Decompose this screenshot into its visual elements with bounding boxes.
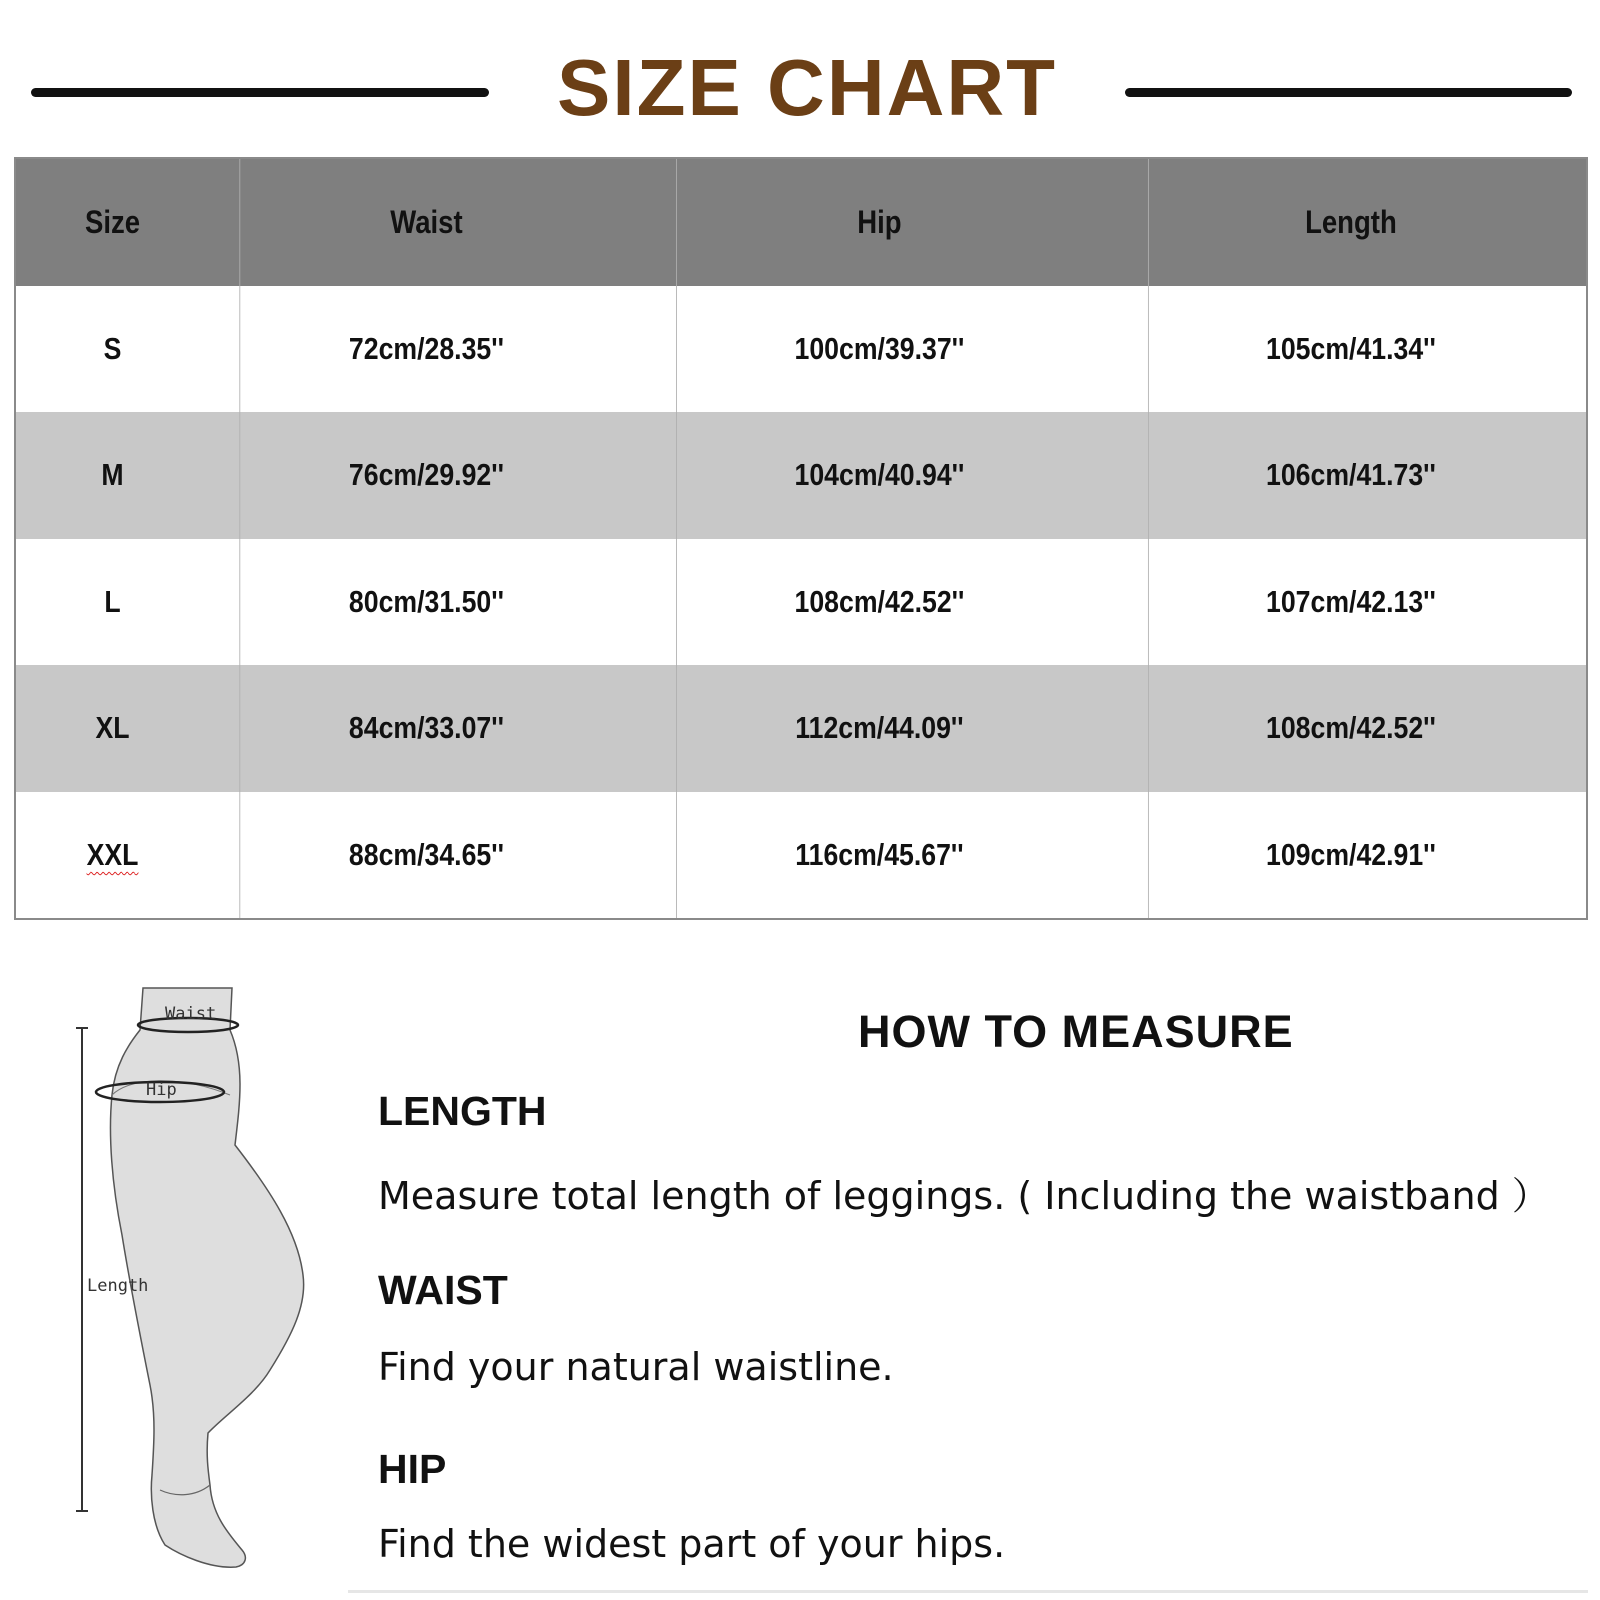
column-header-length: Length <box>1148 159 1553 286</box>
length-cell: 105cm/41.34'' <box>1148 286 1553 413</box>
table-row <box>16 412 1586 539</box>
waist-cell: 76cm/29.92'' <box>239 412 612 539</box>
waist-instruction: Find your natural waistline. <box>378 1345 894 1389</box>
hip-instruction: Find the widest part of your hips. <box>378 1522 1006 1566</box>
waist-cell: 84cm/33.07'' <box>239 665 612 792</box>
hip-cell: 116cm/45.67'' <box>676 792 1082 919</box>
how-to-measure-title: HOW TO MEASURE <box>858 1006 1294 1057</box>
hip-cell: 112cm/44.09'' <box>676 665 1082 792</box>
size-table <box>14 157 1588 920</box>
size-cell: L <box>104 583 121 619</box>
hip-cell: 100cm/39.37'' <box>676 286 1082 413</box>
table-row <box>16 539 1586 666</box>
size-cell: S <box>103 330 122 366</box>
leggings-measurement-figure <box>60 985 350 1595</box>
waist-label: Waist <box>165 1004 217 1024</box>
size-cell-text: XXL <box>86 836 139 872</box>
table-row <box>16 286 1586 413</box>
page-title: SIZE CHART <box>557 43 1057 132</box>
hip-label: Hip <box>146 1080 177 1100</box>
length-heading: LENGTH <box>378 1088 547 1134</box>
length-cell: 107cm/42.13'' <box>1148 539 1553 666</box>
length-cell: 109cm/42.91'' <box>1148 792 1553 919</box>
table-header-row <box>16 159 1586 286</box>
length-cell: 108cm/42.52'' <box>1148 665 1553 792</box>
bottom-divider <box>348 1590 1588 1593</box>
length-instruction: Measure total length of leggings. ( Including the waistband ） <box>378 1174 1550 1218</box>
length-cell: 106cm/41.73'' <box>1148 412 1553 539</box>
waist-cell: 88cm/34.65'' <box>239 792 612 919</box>
hip-heading: HIP <box>378 1446 447 1492</box>
size-cell <box>30 792 196 919</box>
title-rule-left <box>31 88 489 97</box>
length-label: Length <box>87 1276 149 1296</box>
column-header-waist: Waist <box>239 159 612 286</box>
waist-cell: 80cm/31.50'' <box>239 539 612 666</box>
column-header-size: Size <box>84 203 141 240</box>
column-header-hip: Hip <box>676 159 1082 286</box>
size-cell: M <box>101 457 124 493</box>
hip-cell: 104cm/40.94'' <box>676 412 1082 539</box>
table-row <box>16 792 1586 919</box>
table-row <box>16 665 1586 792</box>
waist-heading: WAIST <box>378 1267 508 1313</box>
hip-cell: 108cm/42.52'' <box>676 539 1082 666</box>
waist-cell: 72cm/28.35'' <box>239 286 612 413</box>
title-rule-right <box>1125 88 1572 97</box>
size-cell: XL <box>95 710 130 746</box>
